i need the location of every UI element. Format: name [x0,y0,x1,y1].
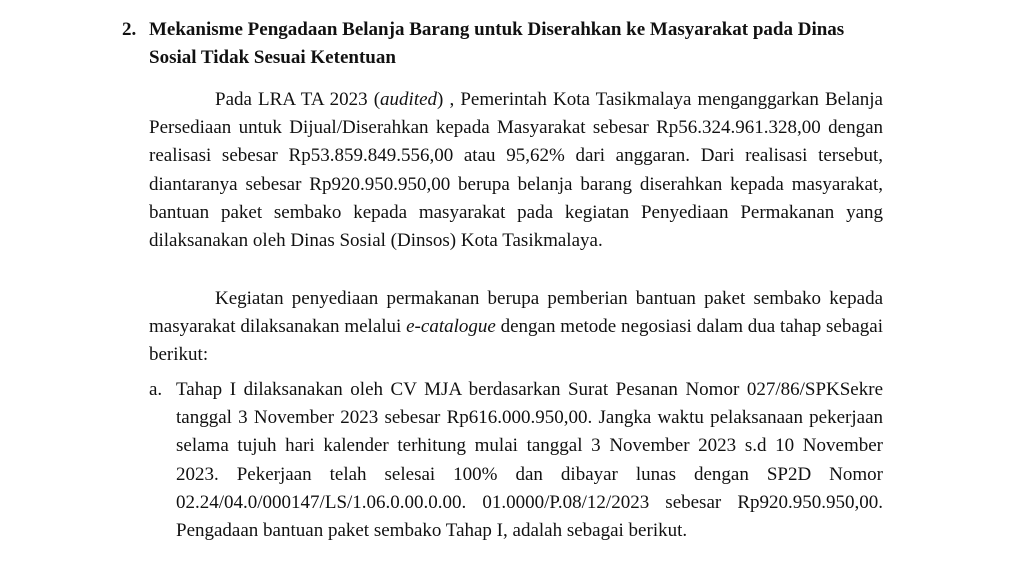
audited-term: audited [380,89,438,110]
paragraph-text: Pada LRA TA 2023 ( [215,89,381,110]
list-marker: a. [149,379,163,400]
paragraph-procurement-method [149,285,883,370]
section-title: Mekanisme Pengadaan Belanja Barang untuk Diserahkan ke Masyarakat pada Dinas Sosial Tidak Sesuai Ketentuan [149,19,845,68]
section-heading [122,16,892,72]
paragraph-lra-budget [149,86,883,255]
section-number: 2. [122,19,137,40]
list-item-text: Tahap I dilaksanakan oleh CV MJA berdasarkan Surat Pesanan Nomor 027/86/SPKSekre tanggal 3 November 2023 sebesar Rp616.000.950,00. Jangka waktu pelaksanaan pekerjaan selama tujuh hari kalender terhitung mulai tanggal 3 November 2023 s.d 10 November 2023. Pekerjaan telah selesai 100% dan dibayar lunas dengan SP2D Nomor 02.24/04.0/000147/LS/1.06.0.00.0.00. 01.0000/P.08/12/2023 sebesar Rp920.950.950,00. Pengadaan bantuan paket sembako Tahap I, adalah sebagai berikut. [176,379,883,542]
list-item-stage-1 [149,376,883,545]
paragraph-text: ) , Pemerintah Kota Tasikmalaya menganggarkan Belanja Persediaan untuk Dijual/Diserahkan kepada Masyarakat sebesar Rp56.324.961.328,00 dengan realisasi sebesar Rp53.859.849.556,00 atau 95,62% dari anggaran. Dari realisasi tersebut, diantaranya sebesar Rp920.950.950,00 berupa belanja barang diserahkan kepada masyarakat, bantuan paket sembako kepada masyarakat pada kegiatan Penyediaan Permakanan yang dilaksanakan oleh Dinas Sosial (Dinsos) Kota Tasikmalaya. [149,89,883,252]
ecatalogue-term: e-catalogue [406,316,496,338]
paragraph-text: Kegiatan penyediaan permakanan berupa pemberian bantuan paket sembako kepada masyarakat dilaksanakan melalui [149,288,883,338]
paragraph-text: dengan metode negosiasi dalam dua tahap sebagai berikut: [149,316,883,366]
